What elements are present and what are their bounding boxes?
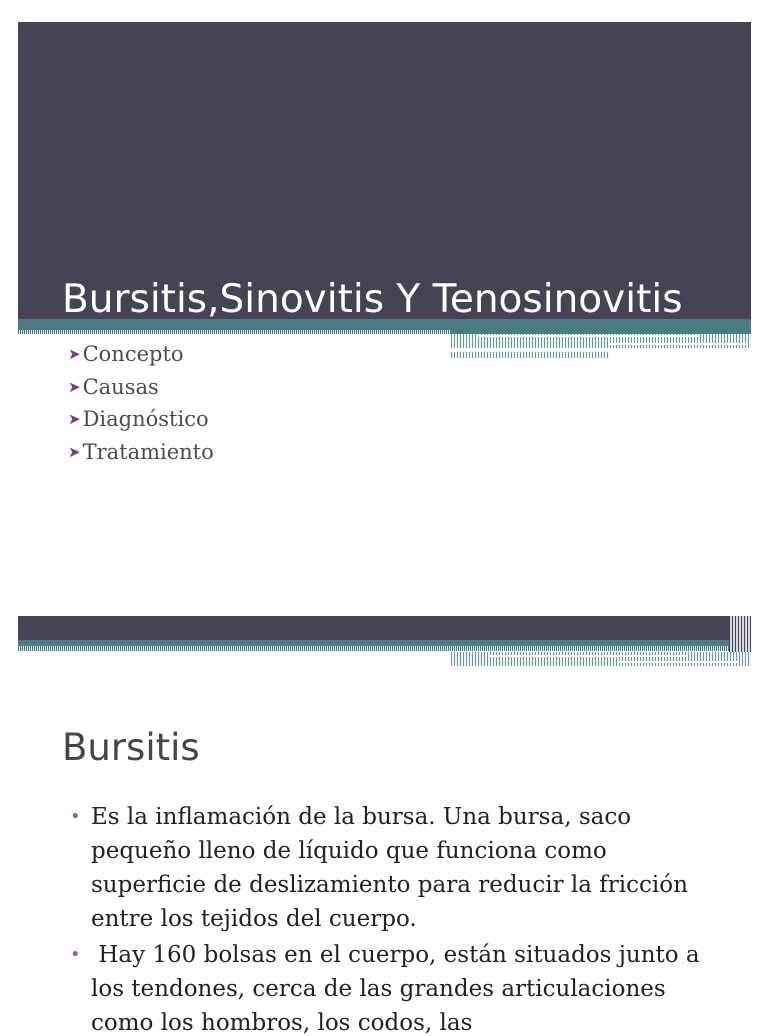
dot-bullet-icon: •: [70, 944, 81, 965]
arrow-bullet-icon: ➤: [68, 410, 81, 428]
stripe-gap: [488, 655, 688, 657]
topic-list: [68, 340, 214, 470]
stripe-gap: [618, 661, 738, 663]
title-panel: [18, 22, 751, 319]
stripe-decoration: [18, 646, 729, 651]
list-item: [68, 405, 214, 438]
arrow-bullet-icon: ➤: [68, 345, 81, 363]
stripe-decoration: [18, 330, 451, 334]
stripe-gap: [608, 343, 748, 345]
list-item-label: Causas: [82, 374, 159, 399]
list-item: [70, 938, 710, 1036]
list-item: [68, 438, 214, 471]
stripe-decoration: [451, 352, 609, 358]
content-slide: [18, 616, 751, 1036]
dot-bullet-icon: •: [70, 806, 81, 827]
list-item-label: Tratamiento: [82, 439, 214, 464]
list-item-label: Diagnóstico: [82, 407, 209, 431]
list-item-label: Concepto: [82, 342, 184, 366]
arrow-bullet-icon: ➤: [68, 377, 81, 396]
arrow-bullet-icon: ➤: [68, 442, 81, 461]
list-item-text: Hay 160 bolsas en el cuerpo, están situados junto a los tendones, cerca de las grandes articulaciones como los hombros, los codos, las: [91, 942, 707, 1036]
slide-title: Bursitis: [62, 726, 200, 769]
slide-title: Bursitis,Sinovitis Y Tenosinovitis: [62, 277, 683, 322]
stripe-gap: [478, 335, 698, 337]
list-item: [68, 373, 214, 406]
list-item: [70, 800, 710, 936]
list-item: [68, 340, 214, 373]
list-item-text: Es la inflamación de la bursa. Una bursa, saco pequeño lleno de líquido que funciona como superficie de deslizamiento para reducir la fricción entre los tejidos del cuerpo.: [91, 804, 688, 932]
title-slide: [18, 22, 751, 582]
header-panel: [18, 616, 729, 640]
content-list: [70, 800, 710, 1036]
